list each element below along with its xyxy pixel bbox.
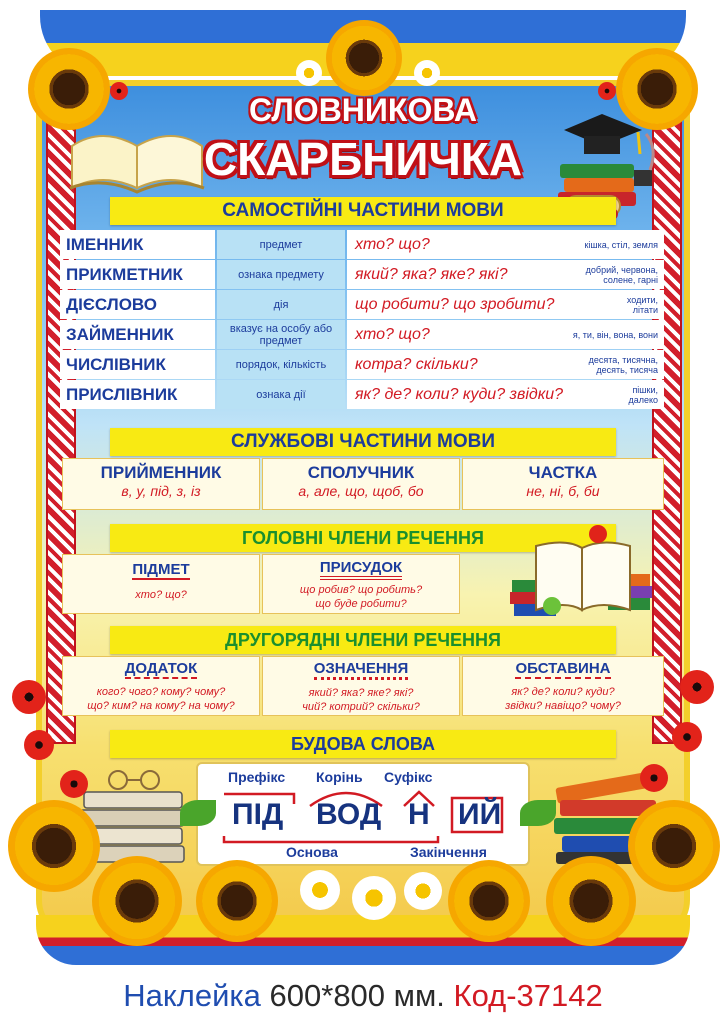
service-part-examples: в, у, під, з, із (121, 483, 201, 499)
daisy-icon (404, 872, 442, 910)
service-part-box (62, 458, 260, 510)
section-heading-word-structure: БУДОВА СЛОВА (110, 730, 616, 758)
service-part-box (262, 458, 460, 510)
poppy-icon (110, 82, 128, 100)
secondary-member-q1: кого? чого? кому? чому? (96, 686, 226, 698)
part-questions: що робити? що зробити? (355, 296, 555, 313)
secondary-member-q2: чий? котрий? скільки? (302, 701, 420, 713)
predicate-box (262, 554, 460, 614)
part-questions: хто? що? (355, 236, 430, 253)
table-row (60, 230, 664, 260)
label-suffix: Суфікс (384, 769, 433, 785)
service-part-examples: не, ні, б, би (526, 483, 600, 499)
poster-title-line2: СКАРБНИЧКА (203, 133, 523, 185)
poppy-icon (598, 82, 616, 100)
subject-box (62, 554, 260, 614)
table-row (60, 290, 664, 320)
secondary-member-q2: що? ким? на кому? на чому? (87, 700, 235, 712)
label-stem: Основа (286, 844, 338, 860)
product-caption (0, 978, 726, 1014)
sunflower-icon (628, 800, 720, 892)
part-questions-cell (347, 350, 664, 379)
word-structure-box (196, 762, 530, 866)
service-part-name: СПОЛУЧНИК (307, 463, 415, 482)
caption-product-type: Наклейка (123, 978, 261, 1013)
secondary-member-q2: звідки? навіщо? чому? (505, 700, 621, 712)
word-root: ВОД (316, 798, 382, 831)
secondary-member-box (62, 656, 260, 716)
section-heading-main-members: ГОЛОВНІ ЧЛЕНИ РЕЧЕННЯ (110, 524, 616, 552)
secondary-member-name: ОБСТАВИНА (515, 660, 611, 677)
daisy-icon (300, 870, 340, 910)
part-meaning: ознака предмету (217, 260, 345, 289)
part-questions-cell (347, 230, 664, 259)
service-part-box (462, 458, 664, 510)
daisy-icon (414, 60, 440, 86)
predicate-name: ПРИСУДОК (320, 559, 402, 580)
part-meaning: ознака дії (217, 380, 345, 409)
part-examples: ходити, літати (626, 294, 658, 315)
service-part-name: ПРИЙМЕННИК (100, 463, 222, 482)
daisy-icon (352, 876, 396, 920)
subject-questions: хто? що? (135, 589, 187, 601)
poster-title-line1: СЛОВНИКОВА (249, 92, 477, 128)
part-name: ЗАЙМЕННИК (60, 320, 215, 349)
table-row (60, 350, 664, 380)
part-name: ІМЕННИК (60, 230, 215, 259)
poppy-icon (60, 770, 88, 798)
table-row (60, 260, 664, 290)
part-meaning: предмет (217, 230, 345, 259)
caption-code: Код-37142 (453, 978, 603, 1013)
secondary-member-q1: як? де? коли? куди? (511, 686, 615, 698)
part-examples: пішки, далеко (628, 384, 658, 405)
sunflower-icon (8, 800, 100, 892)
part-questions: який? яка? яке? які? (355, 266, 508, 283)
sunflower-icon (196, 860, 278, 942)
poppy-icon (12, 680, 46, 714)
books-apple-icon (506, 524, 656, 624)
part-examples: десята, тисячна, десять, тисяча (588, 354, 658, 375)
sunflower-icon (92, 856, 182, 946)
poppy-icon (672, 722, 702, 752)
service-part-name: ЧАСТКА (528, 463, 598, 482)
subject-name: ПІДМЕТ (132, 561, 190, 578)
label-ending: Закінчення (410, 844, 487, 860)
secondary-member-box (462, 656, 664, 716)
poppy-icon (24, 730, 54, 760)
table-row (60, 380, 664, 410)
secondary-member-box (262, 656, 460, 716)
part-meaning: вказує на особу або предмет (217, 320, 345, 349)
word-suffix: Н (408, 798, 430, 831)
predicate-questions-2: що буде робити? (315, 598, 407, 610)
embroidery-strip-left (46, 120, 76, 744)
word-ending: ИЙ (458, 798, 502, 831)
part-name: ПРИКМЕТНИК (60, 260, 215, 289)
daisy-icon (296, 60, 322, 86)
secondary-member-name: ДОДАТОК (124, 660, 198, 677)
part-name: ЧИСЛІВНИК (60, 350, 215, 379)
section-heading-service: СЛУЖБОВІ ЧАСТИНИ МОВИ (110, 428, 616, 456)
poppy-icon (680, 670, 714, 704)
part-examples: я, ти, він, вона, вони (572, 329, 658, 340)
service-part-examples: а, але, що, щоб, бо (298, 483, 424, 499)
word-prefix: ПІД (232, 798, 284, 831)
leaf-icon (520, 800, 556, 826)
sunflower-icon (448, 860, 530, 942)
caption-size: 600*800 мм. (269, 978, 445, 1013)
label-root: Корінь (316, 769, 363, 785)
part-questions: як? де? коли? куди? звідки? (355, 386, 564, 403)
part-examples: кішка, стіл, земля (584, 239, 658, 250)
table-row (60, 320, 664, 350)
part-questions-cell (347, 380, 664, 409)
sunflower-icon (326, 20, 402, 96)
part-questions: хто? що? (355, 326, 430, 343)
part-meaning: дія (217, 290, 345, 319)
section-heading-secondary-members: ДРУГОРЯДНІ ЧЛЕНИ РЕЧЕННЯ (110, 626, 616, 654)
part-questions-cell (347, 260, 664, 289)
part-questions-cell (347, 320, 664, 349)
part-meaning: порядок, кількість (217, 350, 345, 379)
secondary-member-q1: який? яка? яке? які? (308, 687, 414, 699)
leaf-icon (180, 800, 216, 826)
part-name: ДІЄСЛОВО (60, 290, 215, 319)
part-questions-cell (347, 290, 664, 319)
part-name: ПРИСЛІВНИК (60, 380, 215, 409)
sunflower-icon (546, 856, 636, 946)
label-prefix: Префікс (228, 769, 286, 785)
part-questions: котра? скільки? (355, 356, 478, 373)
secondary-member-name: ОЗНАЧЕННЯ (314, 660, 409, 680)
poppy-icon (640, 764, 668, 792)
part-examples: добрий, червона, солене, гарні (585, 264, 658, 285)
section-heading-independent: САМОСТІЙНІ ЧАСТИНИ МОВИ (110, 197, 616, 225)
predicate-questions-1: що робив? що робить? (299, 584, 423, 596)
